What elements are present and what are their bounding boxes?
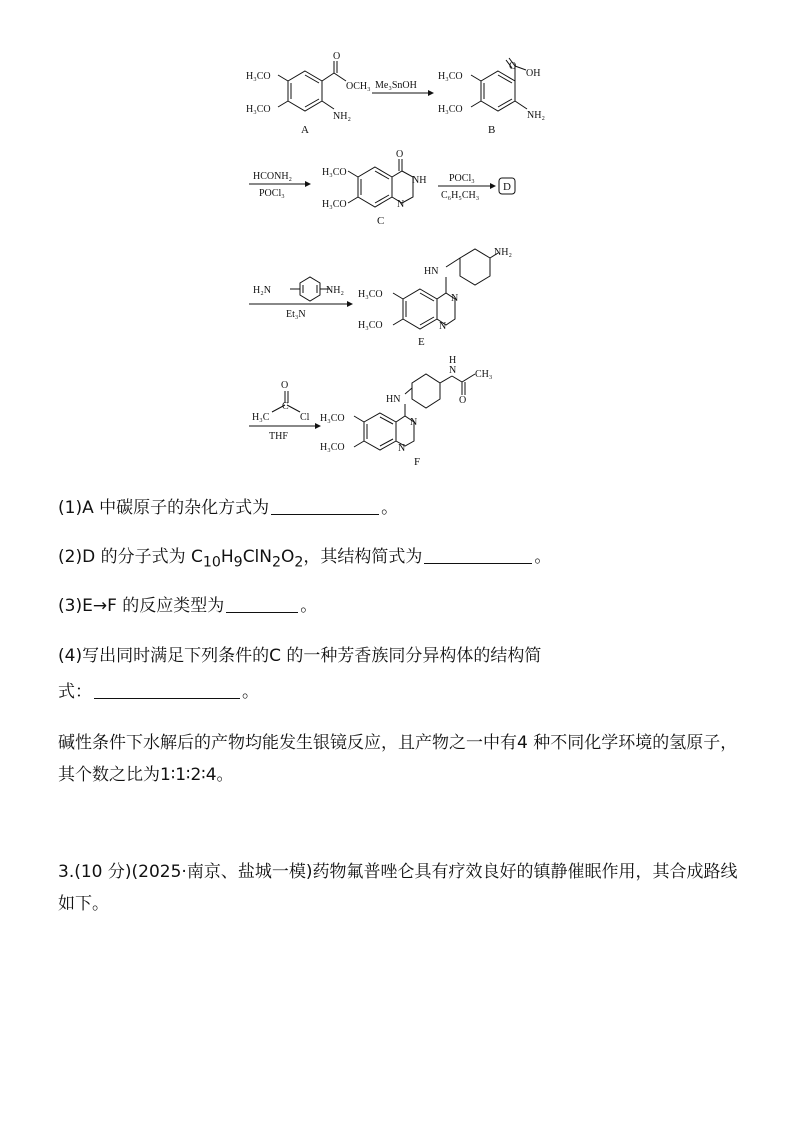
label-f: F [414,456,421,468]
sub-9: 9 [233,554,243,571]
question-4-end: 。 [242,682,259,702]
a-amine-text: NH₂ [333,111,351,122]
reagent-step4-bottom: Et₃N [286,309,306,320]
svg-text:O: O [509,61,517,72]
e-n1: N [451,293,459,304]
f-h3co-bottom: H₃CO [320,442,345,453]
reagent-step5-o: O [281,380,289,391]
answer-blank-3[interactable] [226,596,298,613]
reagent-step5-cl: Cl [300,412,310,423]
label-a: A [301,124,309,136]
f-o: O [459,395,467,406]
question-2-pre: (2)D 的分子式为 C [58,547,203,567]
answer-blank-4[interactable] [94,682,240,699]
question-4-text: (4)写出同时满足下列条件的C 的一种芳香族同分异构体的结构简 [58,646,542,666]
question-4-condition: 碱性条件下水解后的产物均能发生银镜反应，且产物之一中有4 种不同化学环境的氢原子，其个数之比为1∶1∶2∶4。 [58,733,738,785]
reagent-step5-bottom: THF [269,431,288,442]
compound-b [438,58,545,136]
arrow-step2 [249,171,311,199]
q2-h: H [220,547,234,567]
question-2-post: ，其结构简式为 [303,547,423,567]
question-1-end: 。 [381,498,399,518]
c-nh: NH [412,175,427,186]
f-n: N [449,365,457,376]
question-1-text: (1)A 中碳原子的杂化方式为 [58,498,270,518]
arrow-step3 [438,173,496,201]
b-amine: NH₂ [527,110,545,121]
question-4-line1 [58,645,541,667]
reagent-step5-h3c: H₃C [252,412,270,423]
f-n2: N [398,443,406,454]
sub-10: 10 [202,554,221,571]
question-4-line2 [58,681,259,703]
reagent-step1: Me₃SnOH [375,80,417,91]
arrow-step1 [372,80,434,96]
compound-c [322,149,426,227]
reagent-step2-bottom: POCl₃ [259,188,285,199]
c-h3co-top: H₃CO [322,167,347,178]
b-h3co-top: H₃CO [438,71,463,82]
compound-e [358,247,512,348]
reagent-step5-c: C [282,401,289,412]
question-4-line2-text: 式： [58,682,92,702]
f-h3co-top: H₃CO [320,413,345,424]
e-h3co-bottom: H₃CO [358,320,383,331]
svg-text:O: O [396,149,404,160]
e-h3co-top: H₃CO [358,289,383,300]
reagent-step2-top: HCONH₂ [253,171,293,182]
compound-f [320,355,492,468]
question-2 [58,546,551,573]
problem-3-intro: 3.(10 分)(2025·南京、盐城一模)药物氟普唑仑具有疗效良好的镇静催眠作用，其合成路线如下。 [58,862,738,914]
question-3-end: 。 [300,596,318,616]
a-ester-text: OCH₃ [346,81,371,92]
arrow-step5 [249,380,321,442]
sub-2a: 2 [272,554,282,571]
e-n2: N [439,321,447,332]
f-ch3: CH₃ [475,369,493,380]
reagent-step4-nh2: NH₂ [326,285,344,296]
a-h3co-top: H₃CO [246,71,271,82]
a-h3co-bottom: H₃CO [246,104,271,115]
question-2-end: 。 [534,547,552,567]
f-n1: N [410,417,418,428]
e-hn: HN [424,266,439,277]
question-1 [58,497,398,519]
label-e: E [418,336,425,348]
c-h3co-bottom: H₃CO [322,199,347,210]
f-hn: HN [386,394,401,405]
label-d: D [503,181,511,193]
arrow-step4 [249,277,353,320]
question-3 [58,595,317,617]
label-c: C [377,215,385,227]
f-h: H [449,355,457,366]
svg-text:O: O [333,51,341,62]
answer-blank-1[interactable] [271,498,379,515]
sub-2b: 2 [294,554,304,571]
reagent-step4-h2n: H₂N [253,285,271,296]
question-3-text: (3)E→F 的反应类型为 [58,596,225,616]
compound-a [246,51,371,136]
b-h3co-bottom: H₃CO [438,104,463,115]
q2-o: O [281,547,295,567]
label-b: B [488,124,496,136]
e-nh2: NH₂ [494,247,512,258]
q2-cln: ClN [242,547,272,567]
synthesis-scheme [0,0,794,470]
b-acid-oh: OH [526,68,541,79]
reagent-step3-top: POCl₃ [449,173,475,184]
reagent-step3-bottom: C₆H₅CH₃ [441,190,480,201]
c-n: N [397,199,405,210]
answer-blank-2[interactable] [424,547,532,564]
compound-d-box [499,178,515,194]
